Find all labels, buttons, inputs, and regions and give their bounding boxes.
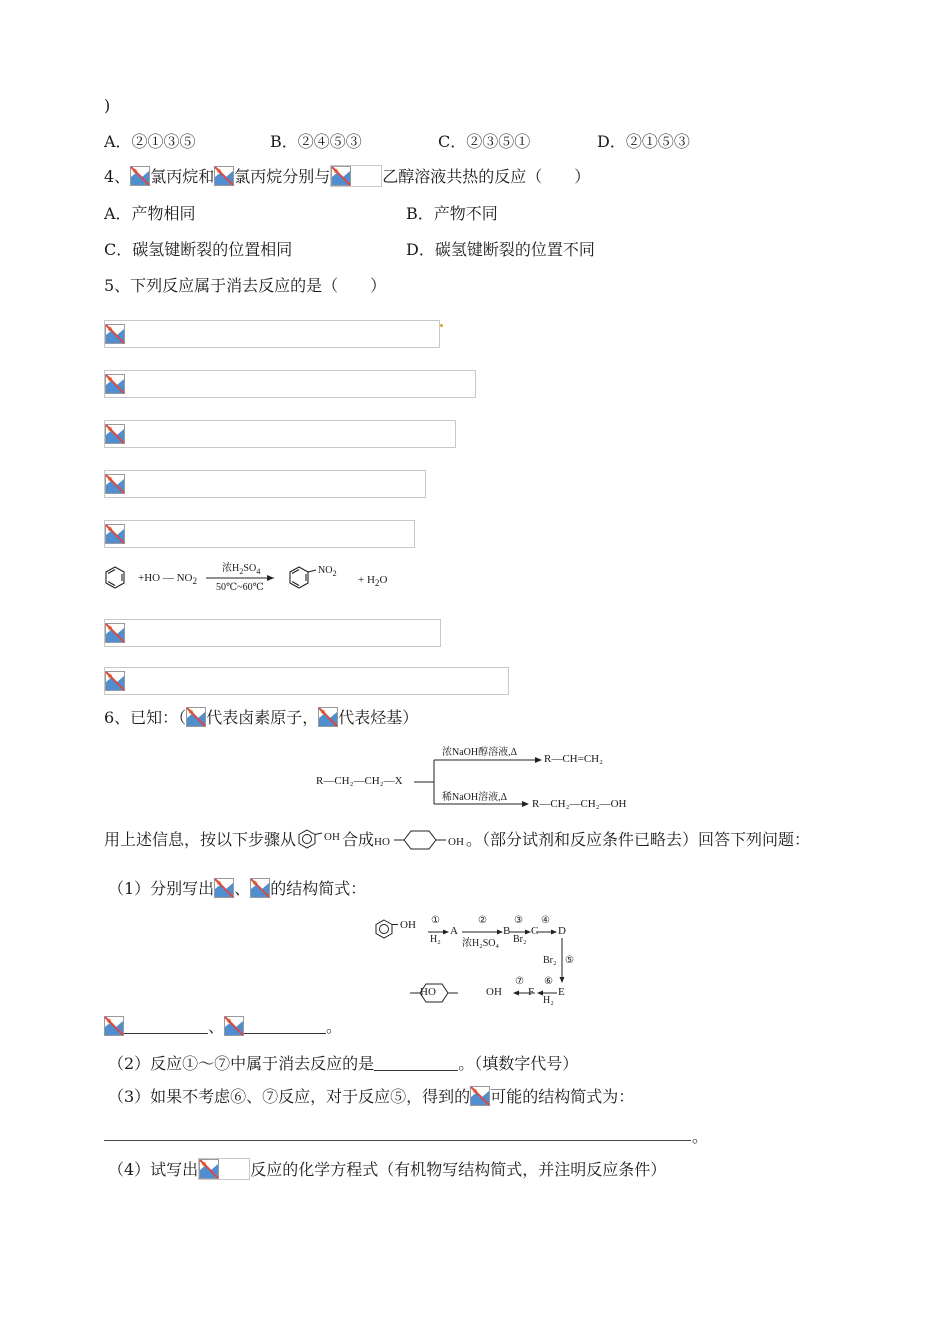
q6-p3-text-1: （3）如果不考虑⑥、⑦反应，对于反应⑤，得到的 bbox=[108, 1087, 471, 1106]
route-step-2: ② bbox=[478, 915, 487, 926]
broken-image-icon bbox=[104, 1016, 124, 1036]
broken-image-icon bbox=[105, 524, 125, 544]
answer-blank-b[interactable] bbox=[244, 1017, 326, 1034]
q5-option-image bbox=[104, 470, 426, 498]
stray-dot bbox=[440, 324, 443, 327]
route-step-3: ③ bbox=[514, 915, 523, 926]
route-step-1: ① bbox=[431, 915, 440, 926]
broken-image-icon bbox=[130, 166, 150, 186]
broken-image-icon bbox=[105, 324, 125, 344]
q6-p3-text-2: 可能的结构简式为： bbox=[490, 1087, 635, 1106]
route-B: B bbox=[503, 925, 511, 937]
route-start-oh: OH bbox=[400, 919, 416, 931]
q4-option-b: B．产物不同 bbox=[406, 204, 498, 223]
condition-sulfuric-acid: 浓$H_2SO_4$ bbox=[222, 563, 261, 576]
q3-option-d: D．②①⑤③ bbox=[597, 132, 690, 151]
route-A: A bbox=[450, 925, 458, 937]
broken-image-icon bbox=[105, 671, 125, 691]
scheme-product-upper: R—CH=CH₂ bbox=[544, 753, 603, 765]
q5-option-image bbox=[104, 520, 415, 548]
q4-option-c: C．碳氢键断裂的位置相同 bbox=[104, 240, 293, 259]
route-C: C bbox=[531, 925, 539, 937]
route-reagent-2: 浓H₂SO₄ bbox=[462, 938, 499, 949]
q6-text-1: 6、已知：（ bbox=[104, 708, 187, 727]
q6-synthesis-sentence bbox=[104, 828, 810, 852]
answer-line-end: 。 bbox=[692, 1127, 709, 1146]
synthesis-route bbox=[370, 912, 590, 1012]
broken-image-icon bbox=[224, 1016, 244, 1036]
route-step-4: ④ bbox=[541, 915, 550, 926]
route-reagent-5: Br₂ bbox=[543, 955, 557, 966]
q6-p2-end: 。（填数字代号） bbox=[458, 1054, 579, 1073]
answer-line-structures[interactable] bbox=[104, 1140, 691, 1141]
q4-number: 4、 bbox=[104, 167, 131, 186]
broken-image-icon bbox=[331, 166, 351, 186]
answer-blank-elimination[interactable] bbox=[374, 1054, 458, 1071]
broken-image-icon bbox=[105, 623, 125, 643]
q6-stem bbox=[104, 707, 418, 729]
q6-text-3: 代表烃基） bbox=[338, 708, 419, 727]
route-reagent-1: H₂ bbox=[430, 934, 441, 945]
q6-part2 bbox=[108, 1053, 578, 1075]
route-step-7: ⑦ bbox=[515, 976, 524, 987]
q6-synth-text-1: 用上述信息，按以下步骤从 bbox=[104, 830, 297, 849]
q5-option-image bbox=[104, 667, 509, 695]
q6-p1-text-2: 的结构简式： bbox=[270, 879, 367, 898]
scheme-reactant: R—CH₂—CH₂—X bbox=[316, 775, 403, 787]
broken-image-icon bbox=[105, 474, 125, 494]
q3-options bbox=[104, 131, 824, 153]
broken-image-icon bbox=[318, 707, 338, 727]
broken-image-icon bbox=[199, 1159, 219, 1179]
nitration-equation bbox=[102, 556, 402, 600]
nitro-group: $NO_2$ bbox=[318, 565, 337, 578]
q6-p2-text: （2）反应①～⑦中属于消去反应的是 bbox=[108, 1054, 375, 1073]
q5-option-image bbox=[104, 320, 440, 348]
route-E: E bbox=[558, 986, 565, 998]
broken-image-icon bbox=[250, 878, 270, 898]
answer-end: 。 bbox=[326, 1017, 343, 1036]
q4-stem bbox=[104, 165, 590, 188]
q5-option-image bbox=[104, 420, 456, 448]
answer-separator: 、 bbox=[208, 1017, 225, 1036]
q4-text-1: 氯丙烷和 bbox=[150, 167, 215, 186]
q3-option-c: C．②③⑤① bbox=[438, 132, 531, 151]
q6-part1-answer bbox=[104, 1016, 342, 1038]
cyclohexanediol-structure: HO OH bbox=[374, 828, 466, 852]
route-step-5: ⑤ bbox=[565, 955, 574, 966]
route-D: D bbox=[558, 925, 566, 937]
q6-p4-text-2: 反应的化学方程式（有机物写结构简式，并注明反应条件） bbox=[250, 1160, 667, 1179]
q6-text-2: 代表卤素原子， bbox=[206, 708, 319, 727]
route-reagent-3: Br₂ bbox=[513, 934, 527, 945]
scheme-product-lower: R—CH₂—CH₂—OH bbox=[532, 798, 627, 810]
route-F: F bbox=[528, 986, 535, 998]
known-reaction-scheme bbox=[316, 740, 646, 818]
q3-option-b: B．②④⑤③ bbox=[270, 132, 362, 151]
condition-temperature: 50℃~60℃ bbox=[216, 582, 264, 593]
phenol-structure: OH bbox=[296, 828, 342, 852]
answer-blank-a[interactable] bbox=[124, 1017, 208, 1034]
image-placeholder-box bbox=[198, 1158, 250, 1180]
scheme-condition-upper: 浓NaOH醇溶液,Δ bbox=[442, 747, 518, 758]
water-product: + $H_2O$ bbox=[358, 574, 388, 589]
route-step-6: ⑥ bbox=[544, 976, 553, 987]
broken-image-icon bbox=[470, 1086, 490, 1106]
broken-image-icon bbox=[105, 424, 125, 444]
q6-p1-sep: 、 bbox=[234, 879, 251, 898]
q5-option-image bbox=[104, 619, 441, 647]
route-end-ho: HO bbox=[420, 986, 436, 998]
q4-text-2: 氯丙烷分别与 bbox=[234, 167, 331, 186]
q6-part1 bbox=[108, 878, 366, 900]
route-reagent-6: H₂ bbox=[543, 995, 554, 1006]
question-tail-paren: ) bbox=[104, 96, 111, 115]
reagent-nitric-acid: +HO — $NO_2$ bbox=[138, 572, 198, 587]
q6-part3 bbox=[108, 1086, 634, 1108]
image-placeholder-box bbox=[330, 165, 382, 187]
broken-image-icon bbox=[214, 166, 234, 186]
q6-part4 bbox=[108, 1158, 666, 1181]
q6-synth-text-3: 。（部分试剂和反应条件已略去）回答下列问题： bbox=[466, 830, 811, 849]
broken-image-icon bbox=[186, 707, 206, 727]
broken-image-icon bbox=[214, 878, 234, 898]
q6-p4-text-1: （4）试写出 bbox=[108, 1160, 199, 1179]
q6-p1-text-1: （1）分别写出 bbox=[108, 879, 215, 898]
q4-option-d: D．碳氢键断裂的位置不同 bbox=[406, 240, 595, 259]
q3-option-a: A．②①③⑤ bbox=[104, 132, 196, 151]
q4-option-a: A．产物相同 bbox=[104, 204, 196, 223]
route-end-oh: OH bbox=[486, 986, 502, 998]
scheme-condition-lower: 稀NaOH溶液,Δ bbox=[442, 792, 508, 803]
q6-synth-text-2: 合成 bbox=[342, 830, 375, 849]
q5-option-image bbox=[104, 370, 476, 398]
q4-text-3: 乙醇溶液共热的反应（ ） bbox=[382, 167, 591, 186]
broken-image-icon bbox=[105, 374, 125, 394]
q5-stem: 5、下列反应属于消去反应的是（ ） bbox=[104, 276, 387, 295]
